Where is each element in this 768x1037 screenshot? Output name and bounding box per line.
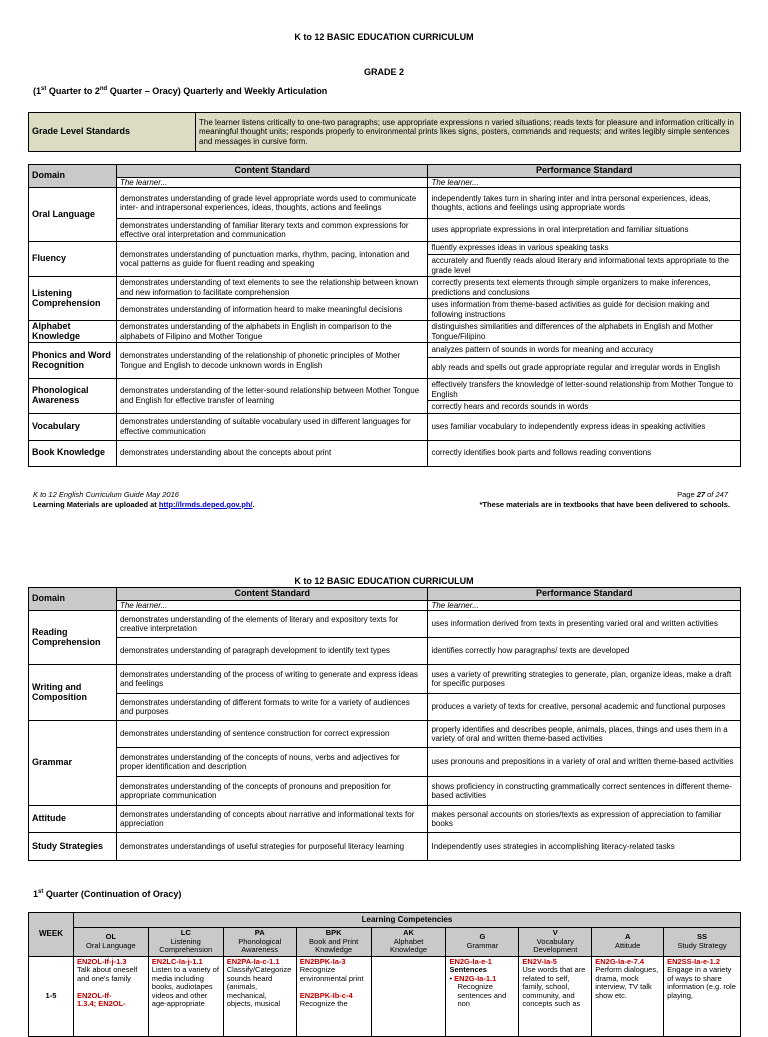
domain-book-knowledge: Book Knowledge bbox=[29, 440, 117, 466]
performance-cell: accurately and fluently reads aloud literary and informational texts appropriate to the grade level bbox=[428, 255, 741, 277]
domain-reading-comprehension: Reading Comprehension bbox=[29, 611, 117, 665]
domain-writing-composition: Writing and Composition bbox=[29, 665, 117, 721]
footer-materials: Learning Materials are uploaded at http://lrmds.deped.gov.ph/. bbox=[33, 500, 255, 509]
footer-page-number: Page 27 of 247 bbox=[677, 490, 728, 499]
performance-cell: correctly hears and records sounds in words bbox=[428, 401, 741, 414]
performance-cell: distinguishes similarities and differences of the alphabets in English and Mother Tongue/Filipino bbox=[428, 321, 741, 343]
content-cell: demonstrates understandings of useful strategies for purposeful literacy learning bbox=[116, 833, 428, 861]
ak-cell bbox=[371, 956, 446, 1036]
learning-competencies-header: Learning Competencies bbox=[73, 913, 740, 928]
content-cell: demonstrates understanding of the elements of literary and expository texts for creative interpretation bbox=[116, 611, 428, 638]
performance-cell: effectively transfers the knowledge of letter-sound relationship from Mother Tongue to English bbox=[428, 379, 741, 401]
content-cell: demonstrates understanding of suitable vocabulary used in different languages for effective communication bbox=[116, 413, 428, 440]
footer-note: *These materials are in textbooks that have been delivered to schools. bbox=[479, 500, 730, 509]
performance-cell: Independently uses strategies in accomplishing literacy-related tasks bbox=[428, 833, 741, 861]
content-cell: demonstrates understanding of the concepts of nouns, verbs and adjectives for proper identification and description bbox=[116, 748, 428, 777]
gls-text: The learner listens critically to one-two paragraphs; use appropriate expressions n varied situations; reads texts for pleasure and information critically in meaningful thought units; responds properly to environmental prints likes signs, posters, commands and requests; and writes legibly simple sentences and messages in cursive form. bbox=[196, 113, 741, 152]
performance-cell: correctly presents text elements through simple organizers to make inferences, predictions and conclusions bbox=[428, 277, 741, 299]
domain-study-strategies: Study Strategies bbox=[29, 833, 117, 861]
content-standard-header: Content Standard bbox=[116, 588, 428, 601]
domain-header: Domain bbox=[29, 165, 117, 188]
quarter-heading: (1st Quarter to 2nd Quarter – Oracy) Quarterly and Weekly Articulation bbox=[33, 86, 328, 96]
content-cell: demonstrates understanding of grade level appropriate words used to communicate inter- and intrapersonal experiences, ideas, thoughts, actions and feelings bbox=[116, 188, 428, 219]
content-standard-header: Content Standard bbox=[116, 165, 428, 178]
performance-cell: uses appropriate expressions in oral interpretation and familiar situations bbox=[428, 219, 741, 242]
learner-label: The learner... bbox=[116, 600, 428, 611]
content-cell: demonstrates understanding of information heard to make meaningful decisions bbox=[116, 299, 428, 321]
domain-vocabulary: Vocabulary bbox=[29, 413, 117, 440]
gls-label: Grade Level Standards bbox=[29, 113, 196, 152]
content-cell: demonstrates understanding of the process of writing to generate and express ideas and feelings bbox=[116, 665, 428, 694]
domain-grammar: Grammar bbox=[29, 721, 117, 806]
content-cell: demonstrates understanding of the relationship of phonetic principles of Mother Tongue and English to decode unknown words in English bbox=[116, 343, 428, 379]
performance-cell: properly identifies and describes people, animals, places, things and uses them in a variety of oral and written theme-based activities bbox=[428, 721, 741, 748]
col-a: A Attitude bbox=[592, 928, 664, 957]
domain-alphabet-knowledge: Alphabet Knowledge bbox=[29, 321, 117, 343]
performance-cell: produces a variety of texts for creative, personal academic and functional purposes bbox=[428, 694, 741, 721]
a-cell: EN2G-Ia-e-7.4 Perform dialogues, drama, mock interview, TV talk show etc. bbox=[592, 956, 664, 1036]
first-quarter-heading: 1st Quarter (Continuation of Oracy) bbox=[33, 889, 182, 899]
lc-cell: EN2LC-Ia-j-1.1 Listen to a variety of media including books, audiotapes videos and other age-appropriate bbox=[148, 956, 223, 1036]
learner-label: The learner... bbox=[428, 177, 741, 188]
content-cell: demonstrates understanding of text elements to see the relationship between known and new information to facilitate comprehension bbox=[116, 277, 428, 299]
learner-label: The learner... bbox=[116, 177, 428, 188]
grade-heading: GRADE 2 bbox=[363, 67, 404, 77]
content-cell: demonstrates understanding of concepts about narrative and informational texts for appreciation bbox=[116, 806, 428, 833]
performance-cell: analyzes pattern of sounds in words for meaning and accuracy bbox=[428, 343, 741, 358]
performance-cell: uses information derived from texts in presenting varied oral and written activities bbox=[428, 611, 741, 638]
standards-table-page1 bbox=[28, 164, 741, 467]
col-bpk: BPK Book and Print Knowledge bbox=[296, 928, 371, 957]
performance-cell: shows proficiency in constructing grammatically correct sentences in different theme-based activities bbox=[428, 777, 741, 806]
domain-header: Domain bbox=[29, 588, 117, 611]
content-cell: demonstrates understanding of the concepts of pronouns and preposition for appropriate communication bbox=[116, 777, 428, 806]
performance-cell: uses information from theme-based activities as guide for decision making and following instructions bbox=[428, 299, 741, 321]
page2-title: K to 12 BASIC EDUCATION CURRICULUM bbox=[294, 576, 474, 586]
col-pa: PA Phonological Awareness bbox=[223, 928, 296, 957]
performance-cell: makes personal accounts on stories/texts as expression of appreciation to familiar books bbox=[428, 806, 741, 833]
content-cell: demonstrates understanding of sentence construction for correct expression bbox=[116, 721, 428, 748]
col-ss: SS Study Strategy bbox=[664, 928, 741, 957]
domain-fluency: Fluency bbox=[29, 242, 117, 277]
page1-title: K to 12 BASIC EDUCATION CURRICULUM bbox=[294, 32, 474, 42]
col-ak: AK Alphabet Knowledge bbox=[371, 928, 446, 957]
performance-cell: ably reads and spells out grade appropriate regular and irregular words in English bbox=[428, 358, 741, 379]
content-cell: demonstrates understanding of familiar literary texts and common expressions for effective oral interpretation and communication bbox=[116, 219, 428, 242]
content-cell: demonstrates understanding of punctuation marks, rhythm, pacing, intonation and vocal patterns as guide for fluent reading and speaking bbox=[116, 242, 428, 277]
footer-guide: K to 12 English Curriculum Guide May 2016 bbox=[33, 490, 179, 499]
week-header: WEEK bbox=[29, 913, 74, 957]
pa-cell: EN2PA-Ia-c-1.1 Classify/Categorize sounds heard (animals, mechanical, objects, musical bbox=[223, 956, 296, 1036]
performance-standard-header: Performance Standard bbox=[428, 588, 741, 601]
domain-listening-comprehension: Listening Comprehension bbox=[29, 277, 117, 321]
performance-cell: independently takes turn in sharing inter and intra personal experiences, ideas, thoughts, actions and feelings using appropriate words bbox=[428, 188, 741, 219]
v-cell: EN2V-Ia-5 Use words that are related to self, family, school, community, and concepts such as bbox=[519, 956, 592, 1036]
ol-cell: EN2OL-If-j-1.3 Talk about oneself and one's family EN2OL-If- 1.3.4; EN2OL- bbox=[73, 956, 148, 1036]
performance-cell: uses a variety of prewriting strategies to generate, plan, organize ideas, make a draft for specific purposes bbox=[428, 665, 741, 694]
domain-phonics-word-recognition: Phonics and Word Recognition bbox=[29, 343, 117, 379]
learner-label: The learner... bbox=[428, 600, 741, 611]
content-cell: demonstrates understanding of different formats to write for a variety of audiences and purposes bbox=[116, 694, 428, 721]
content-cell: demonstrates understanding about the concepts about print bbox=[116, 440, 428, 466]
performance-cell: identifies correctly how paragraphs/ texts are developed bbox=[428, 638, 741, 665]
standards-table-page2 bbox=[28, 587, 741, 861]
ss-cell: EN2SS-Ia-e-1.2 Engage in a variety of ways to share information (e.g. role playing, bbox=[664, 956, 741, 1036]
col-v: V Vocabulary Development bbox=[519, 928, 592, 957]
performance-cell: correctly identifies book parts and follows reading conventions bbox=[428, 440, 741, 466]
performance-standard-header: Performance Standard bbox=[428, 165, 741, 178]
col-ol: OL Oral Language bbox=[73, 928, 148, 957]
bpk-cell: EN2BPK-Ia-3 Recognize environmental print EN2BPK-Ib-c-4 Recognize the bbox=[296, 956, 371, 1036]
performance-cell: uses pronouns and prepositions in a variety of oral and written theme-based activities bbox=[428, 748, 741, 777]
g-cell: EN2G-Ia-e-1 Sentences • EN2G-Ia-1.1 Recognize sentences and non bbox=[446, 956, 519, 1036]
performance-cell: uses familiar vocabulary to independently express ideas in speaking activities bbox=[428, 413, 741, 440]
performance-cell: fluently expresses ideas in various speaking tasks bbox=[428, 242, 741, 255]
col-g: G Grammar bbox=[446, 928, 519, 957]
domain-attitude: Attitude bbox=[29, 806, 117, 833]
content-cell: demonstrates understanding of the letter-sound relationship between Mother Tongue and English for effective transfer of learning bbox=[116, 379, 428, 414]
domain-oral-language: Oral Language bbox=[29, 188, 117, 242]
content-cell: demonstrates understanding of the alphabets in English in comparison to the alphabets of Filipino and Mother Tongue bbox=[116, 321, 428, 343]
domain-phonological-awareness: Phonological Awareness bbox=[29, 379, 117, 414]
col-lc: LC Listening Comprehension bbox=[148, 928, 223, 957]
grade-level-standards-table bbox=[28, 112, 741, 152]
learning-competencies-table bbox=[28, 912, 741, 1037]
week-cell: 1-5 bbox=[29, 956, 74, 1036]
lrmds-link[interactable]: http://lrmds.deped.gov.ph/ bbox=[158, 500, 253, 509]
content-cell: demonstrates understanding of paragraph development to identify text types bbox=[116, 638, 428, 665]
